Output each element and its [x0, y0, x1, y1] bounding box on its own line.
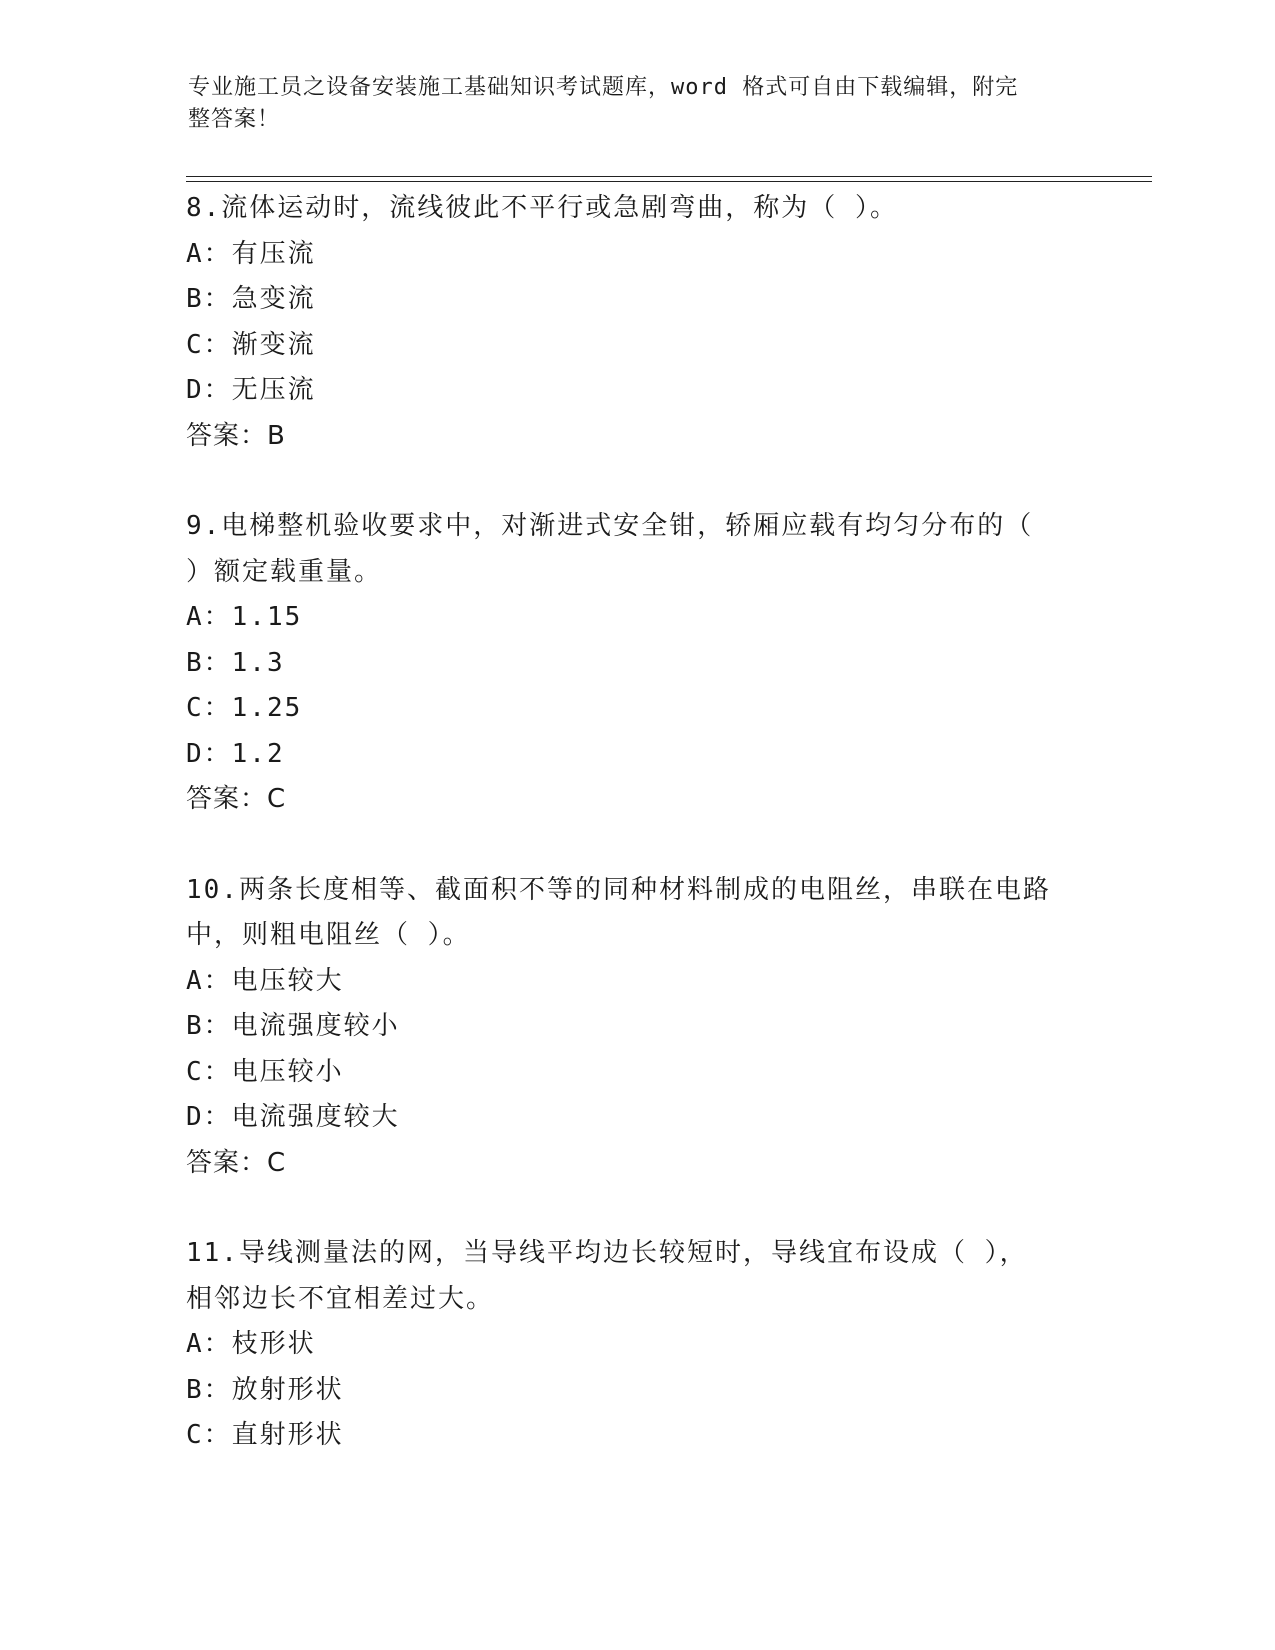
question-block: [186, 1231, 1086, 1459]
option-row: [186, 1413, 1086, 1459]
question-gap: [186, 1186, 1086, 1231]
option-text: 1.25: [231, 693, 303, 723]
question-block: [186, 186, 1086, 459]
option-row: [186, 1095, 1086, 1141]
answer-line: 答案：C: [186, 1147, 287, 1178]
option-text: 枝形状: [231, 1329, 316, 1359]
question-block: [186, 504, 1086, 823]
option-text: 1.3: [231, 647, 285, 678]
option-text: 急变流: [231, 284, 316, 314]
option-text: 无压流: [231, 375, 316, 405]
header-divider-bottom: [186, 181, 1152, 182]
header-line-2: 整答案！: [188, 107, 281, 132]
option-text: 渐变流: [231, 329, 316, 360]
question-stem: 10.两条长度相等、截面积不等的同种材料制成的电阻丝，串联在电路: [186, 874, 1051, 905]
option-row: [186, 641, 1086, 687]
option-text: 电压较大: [231, 965, 344, 996]
question-gap: [186, 459, 1086, 504]
option-letter: A：: [186, 1329, 232, 1359]
question-stem: ）额定载重量。: [186, 556, 383, 587]
option-text: 有压流: [231, 238, 316, 269]
option-letter: A：: [186, 602, 232, 632]
option-letter: D：: [186, 375, 232, 405]
question-list: [186, 186, 1086, 1459]
option-letter: A：: [186, 965, 232, 996]
option-text: 1.2: [231, 738, 285, 769]
option-text: 电流强度较大: [231, 1102, 400, 1132]
option-row: [186, 1368, 1086, 1414]
option-letter: C：: [186, 329, 232, 360]
option-letter: A：: [186, 238, 232, 269]
option-letter: D：: [186, 1102, 232, 1132]
header-line-1: 专业施工员之设备安装施工基础知识考试题库，word 格式可自由下载编辑，附完: [188, 75, 1019, 100]
option-letter: B：: [186, 1011, 232, 1041]
option-row: [186, 232, 1086, 278]
option-text: 电压较小: [231, 1056, 344, 1087]
option-row: [186, 959, 1086, 1005]
question-block: [186, 868, 1086, 1187]
option-row: [186, 686, 1086, 732]
option-text: 直射形状: [231, 1420, 344, 1450]
option-text: 放射形状: [231, 1374, 344, 1405]
answer-line: 答案：B: [186, 420, 286, 451]
document-header: [188, 72, 1068, 136]
option-row: [186, 1050, 1086, 1096]
question-stem: 中，则粗电阻丝（ ）。: [186, 920, 471, 950]
option-row: [186, 277, 1086, 323]
option-text: 电流强度较小: [231, 1011, 400, 1041]
question-stem: 11.导线测量法的网，当导线平均边长较短时，导线宜布设成（ ），: [186, 1238, 1028, 1268]
option-row: [186, 323, 1086, 369]
option-letter: B：: [186, 647, 232, 678]
question-stem: 9.电梯整机验收要求中，对渐进式安全钳，轿厢应载有均匀分布的（: [186, 511, 1034, 541]
option-letter: C：: [186, 1056, 232, 1087]
header-divider-top: [186, 176, 1152, 177]
option-letter: B：: [186, 1374, 232, 1405]
question-stem: 8.流体运动时，流线彼此不平行或急剧弯曲，称为（ ）。: [186, 193, 898, 223]
option-row: [186, 368, 1086, 414]
option-row: [186, 732, 1086, 778]
option-text: 1.15: [231, 602, 303, 632]
answer-line: 答案：C: [186, 784, 287, 814]
question-stem: 相邻边长不宜相差过大。: [186, 1283, 495, 1314]
question-gap: [186, 823, 1086, 868]
option-row: [186, 1322, 1086, 1368]
option-letter: C：: [186, 1420, 232, 1450]
option-letter: B：: [186, 284, 232, 314]
option-row: [186, 1004, 1086, 1050]
option-letter: C：: [186, 693, 232, 723]
option-letter: D：: [186, 738, 232, 769]
option-row: [186, 595, 1086, 641]
